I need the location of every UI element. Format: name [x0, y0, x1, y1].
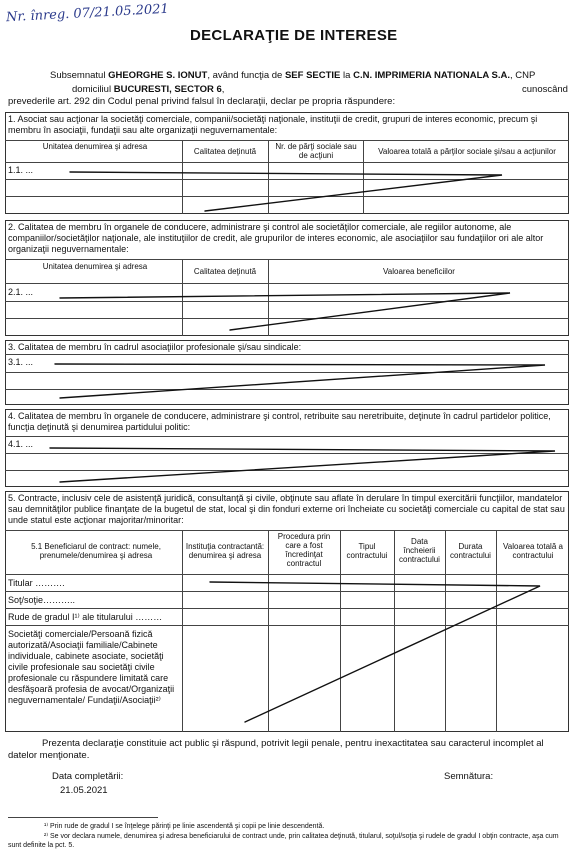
registration-note: Nr. înreg. 07/21.05.2021 [5, 1, 170, 26]
s3-row: 3.1. ... [8, 357, 34, 367]
known-label: cunoscând [522, 84, 568, 95]
intro-mid: , având funcţia de [207, 70, 283, 81]
document-title: DECLARAŢIE DE INTERESE [190, 27, 398, 44]
section2-heading: 2. Calitatea de membru în organele de conducere, administrare şi control ale societăţilor comerciale, ale regiilor autonome, ale companiilor/societăţilor naţionale, ale instituţiilor de credit, ale grupurilor de interes economic, ale asociaţiilor sau fundaţiilor ori ale altor organizaţii neguvernamentale: [8, 222, 544, 254]
s2-col-benefits: Valoarea beneficiilor [383, 267, 455, 276]
footnote-separator [8, 817, 158, 818]
s5-col5: Data încheierii contractului [399, 537, 440, 564]
intro-line3: prevederile art. 292 din Codul penal privind falsul în declaraţii, declar pe propria răspundere: [8, 96, 396, 107]
s1-strike [70, 172, 502, 211]
s2-strike [60, 293, 510, 330]
section3-heading: 3. Calitatea de membru în cadrul asociaţiilor profesionale şi/sau sindicale: [8, 342, 302, 352]
declarant-function: SEF SECTIE [284, 70, 341, 81]
s5-strike [210, 582, 540, 722]
s5-row-holder: Titular ………. [8, 578, 65, 588]
footnote-1: ¹⁾ Prin rude de gradul I se înţelege părinţi pe linie ascendentă şi copii pe linie descendentă. [44, 823, 325, 830]
domicile-label: domiciliul [72, 84, 112, 95]
s5-col4: Tipul contractului [346, 542, 388, 560]
s2-col-unit: Unitatea denumirea şi adresa [42, 262, 148, 271]
s3-strike [55, 364, 545, 398]
section1-heading: 1. Asociat sau acţionar la societăţi comerciale, companii/societăţi naţionale, instituţii de credit, grupuri de interes economic, precum şi membru în asociaţii, fundaţii sau alte organizaţii neguvernamentale: [8, 114, 538, 135]
s5-col7: Valoarea totală a contractului [503, 542, 563, 560]
footnote-2: ²⁾ Se vor declara numele, denumirea şi adresa beneficiarului de contract unde, prin calitatea deţinută, titularul, soţul/soţia şi rudele de gradul I obţin contracte, aşa cum sunt definite la pct. 5. [8, 833, 559, 849]
s1-col-unit: Unitatea denumirea şi adresa [42, 142, 148, 151]
s1-row: 1.1. ... [8, 165, 34, 175]
intro-pre: Subsemnatul [50, 70, 106, 81]
declarant-address: BUCURESTI, SECTOR 6 [113, 84, 222, 95]
s4-row: 4.1. ... [8, 439, 34, 449]
s5-col3: Procedura prin care a fost încredinţat contractul [277, 532, 331, 568]
s5-col1: 5.1 Beneficiarul de contract: numele, prenumele/denumirea şi adresa [31, 542, 161, 560]
date-value: 21.05.2021 [60, 785, 108, 796]
s5-row-relatives: Rude de gradul I¹⁾ ale titularului ……… [8, 612, 163, 622]
declarant-institution: C.N. IMPRIMERIA NATIONALA S.A. [353, 70, 511, 81]
cnp-label: , CNP [510, 70, 536, 81]
date-label: Data completării: [52, 771, 124, 782]
s5-col6: Durata contractului [450, 542, 491, 560]
statement: Prezenta declaraţie constituie act public şi răspund, potrivit legii penale, pentru inexactitatea sau caracterul incomplet al datelor menţionate. [8, 738, 544, 761]
section5-heading: 5. Contracte, inclusiv cele de asistenţă juridică, consultanţă şi civile, obţinute sau aflate în derulare în timpul exercitării funcţiilor, mandatelor sau demnităţilor publice finanţate de la bugetul de stat, local şi din fonduri externe ori încheiate cu societăţi comerciale cu capital de stat sau unde statul este acţionar majoritar/minoritar: [8, 493, 565, 525]
s4-strike [50, 448, 555, 482]
s1-col-value: Valoarea totală a părţilor sociale şi/sau a acţiunilor [378, 147, 556, 156]
declarant-name: GHEORGHE S. IONUT [108, 70, 208, 81]
s5-col2: Instituţia contractantă: denumirea şi adresa [185, 542, 265, 560]
s2-row: 2.1. ... [8, 287, 34, 297]
intro-line2: domiciliul BUCURESTI, SECTOR 6, [72, 84, 225, 95]
s1-col-shares: Nr. de părţi sociale sau de acţiuni [275, 142, 357, 160]
section4-heading: 4. Calitatea de membru în organele de conducere, administrare şi control, retribuite sau neretribuite, deţinute în cadrul partidelor politice, funcţia deţinută şi denumirea partidului politic: [8, 411, 551, 432]
signature-label: Semnătura: [444, 771, 494, 782]
s5-row-companies: Societăţi comerciale/Persoană fizică autorizată/Asociaţii familiale/Cabinete individuale, cabinete asociate, societăţi civile profesionale sau societăţi civile profesionale cu răspundere limitată care desfăşoară profesia de avocat/Organizaţii neguvernamentale/ Fundaţii/Asociaţii²⁾ [8, 629, 175, 705]
s5-row-spouse: Soţ/soţie……….. [8, 595, 76, 605]
s1-col-quality: Calitatea deţinută [193, 147, 257, 156]
intro-mid2: la [343, 70, 351, 81]
s2-col-quality: Calitatea deţinută [193, 267, 257, 276]
